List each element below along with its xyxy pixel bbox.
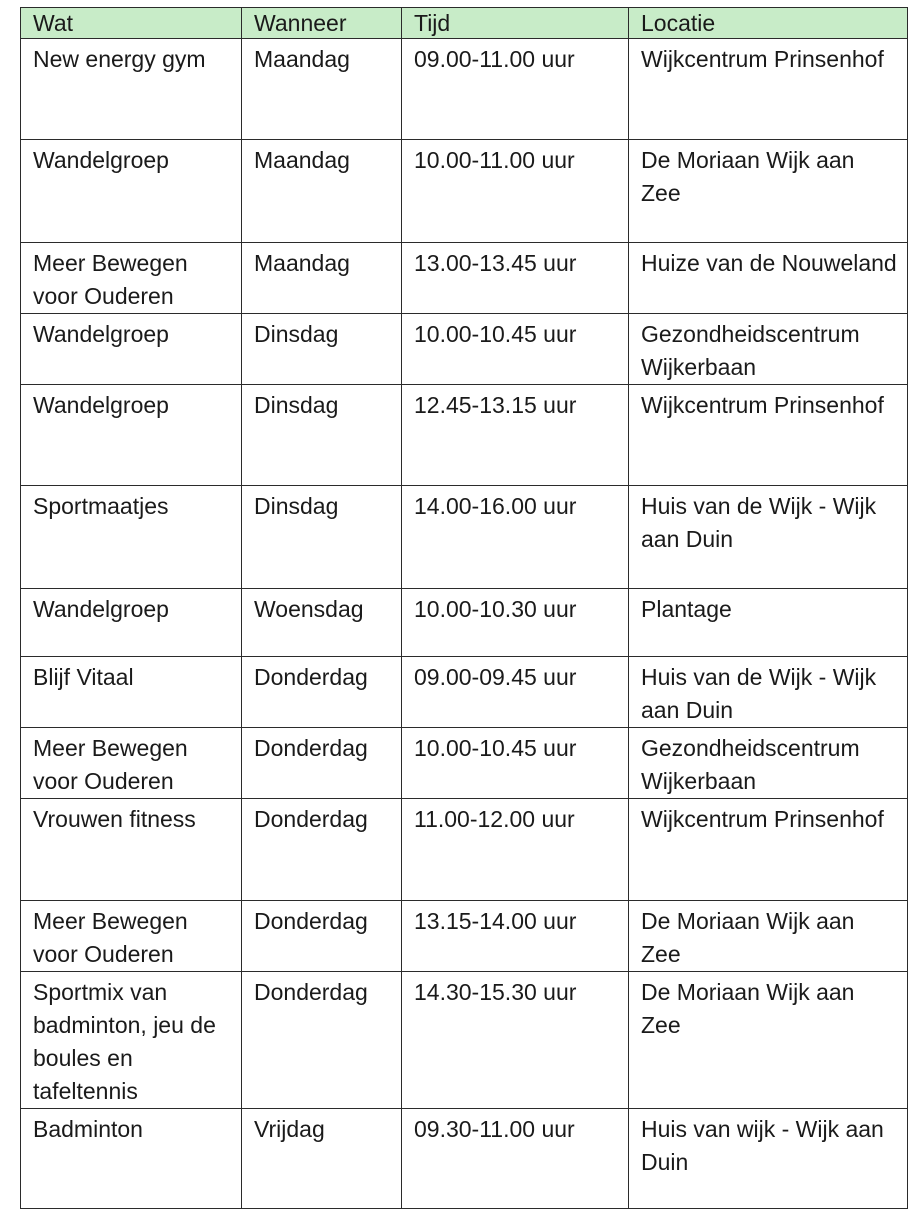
table-row: [21, 972, 908, 1109]
cell-time: 09.30-11.00 uur: [402, 1109, 629, 1209]
table-header-row: [21, 8, 908, 39]
cell-when: Woensdag: [242, 589, 402, 657]
table-row: [21, 243, 908, 314]
cell-location: Huis van de Wijk - Wijk aan Duin: [629, 657, 908, 728]
cell-when: Maandag: [242, 243, 402, 314]
cell-location: De Moriaan Wijk aan Zee: [629, 140, 908, 243]
cell-when: Donderdag: [242, 657, 402, 728]
table-row: [21, 486, 908, 589]
table-row: [21, 140, 908, 243]
cell-time: 10.00-11.00 uur: [402, 140, 629, 243]
cell-what: Sportmaatjes: [21, 486, 242, 589]
cell-time: 14.30-15.30 uur: [402, 972, 629, 1109]
cell-location: De Moriaan Wijk aan Zee: [629, 972, 908, 1109]
cell-time: 09.00-09.45 uur: [402, 657, 629, 728]
cell-what: Wandelgroep: [21, 140, 242, 243]
header-location: Locatie: [629, 8, 908, 39]
cell-when: Vrijdag: [242, 1109, 402, 1209]
cell-what: New energy gym: [21, 39, 242, 140]
cell-what: Meer Bewegen voor Ouderen: [21, 728, 242, 799]
table-row: [21, 385, 908, 486]
cell-when: Donderdag: [242, 799, 402, 901]
cell-location: Gezondheidscentrum Wijkerbaan: [629, 314, 908, 385]
header-time: Tijd: [402, 8, 629, 39]
table-row: [21, 1109, 908, 1209]
table-row: [21, 728, 908, 799]
cell-location: Huis van de Wijk - Wijk aan Duin: [629, 486, 908, 589]
cell-what: Wandelgroep: [21, 589, 242, 657]
cell-what: Vrouwen fitness: [21, 799, 242, 901]
cell-what: Wandelgroep: [21, 314, 242, 385]
cell-what: Badminton: [21, 1109, 242, 1209]
cell-location: Huis van wijk - Wijk aan Duin: [629, 1109, 908, 1209]
cell-time: 13.00-13.45 uur: [402, 243, 629, 314]
cell-when: Donderdag: [242, 972, 402, 1109]
cell-time: 10.00-10.45 uur: [402, 314, 629, 385]
cell-when: Donderdag: [242, 728, 402, 799]
cell-time: 14.00-16.00 uur: [402, 486, 629, 589]
cell-location: Huize van de Nouweland: [629, 243, 908, 314]
table-row: [21, 901, 908, 972]
table-row: [21, 657, 908, 728]
activity-schedule-table: [20, 7, 908, 1209]
cell-when: Dinsdag: [242, 486, 402, 589]
cell-time: 09.00-11.00 uur: [402, 39, 629, 140]
cell-location: Gezondheidscentrum Wijkerbaan: [629, 728, 908, 799]
table-row: [21, 314, 908, 385]
cell-when: Maandag: [242, 39, 402, 140]
cell-time: 10.00-10.45 uur: [402, 728, 629, 799]
cell-location: De Moriaan Wijk aan Zee: [629, 901, 908, 972]
cell-when: Maandag: [242, 140, 402, 243]
cell-location: Plantage: [629, 589, 908, 657]
header-when: Wanneer: [242, 8, 402, 39]
cell-what: Meer Bewegen voor Ouderen: [21, 243, 242, 314]
header-what: Wat: [21, 8, 242, 39]
cell-location: Wijkcentrum Prinsenhof: [629, 385, 908, 486]
cell-what: Blijf Vitaal: [21, 657, 242, 728]
cell-what: Wandelgroep: [21, 385, 242, 486]
cell-time: 13.15-14.00 uur: [402, 901, 629, 972]
cell-location: Wijkcentrum Prinsenhof: [629, 39, 908, 140]
table-row: [21, 39, 908, 140]
cell-time: 10.00-10.30 uur: [402, 589, 629, 657]
table-row: [21, 589, 908, 657]
cell-location: Wijkcentrum Prinsenhof: [629, 799, 908, 901]
cell-when: Dinsdag: [242, 314, 402, 385]
cell-when: Donderdag: [242, 901, 402, 972]
cell-what: Sportmix van badminton, jeu de boules en tafeltennis: [21, 972, 242, 1109]
cell-when: Dinsdag: [242, 385, 402, 486]
cell-time: 12.45-13.15 uur: [402, 385, 629, 486]
table-row: [21, 799, 908, 901]
cell-time: 11.00-12.00 uur: [402, 799, 629, 901]
cell-what: Meer Bewegen voor Ouderen: [21, 901, 242, 972]
